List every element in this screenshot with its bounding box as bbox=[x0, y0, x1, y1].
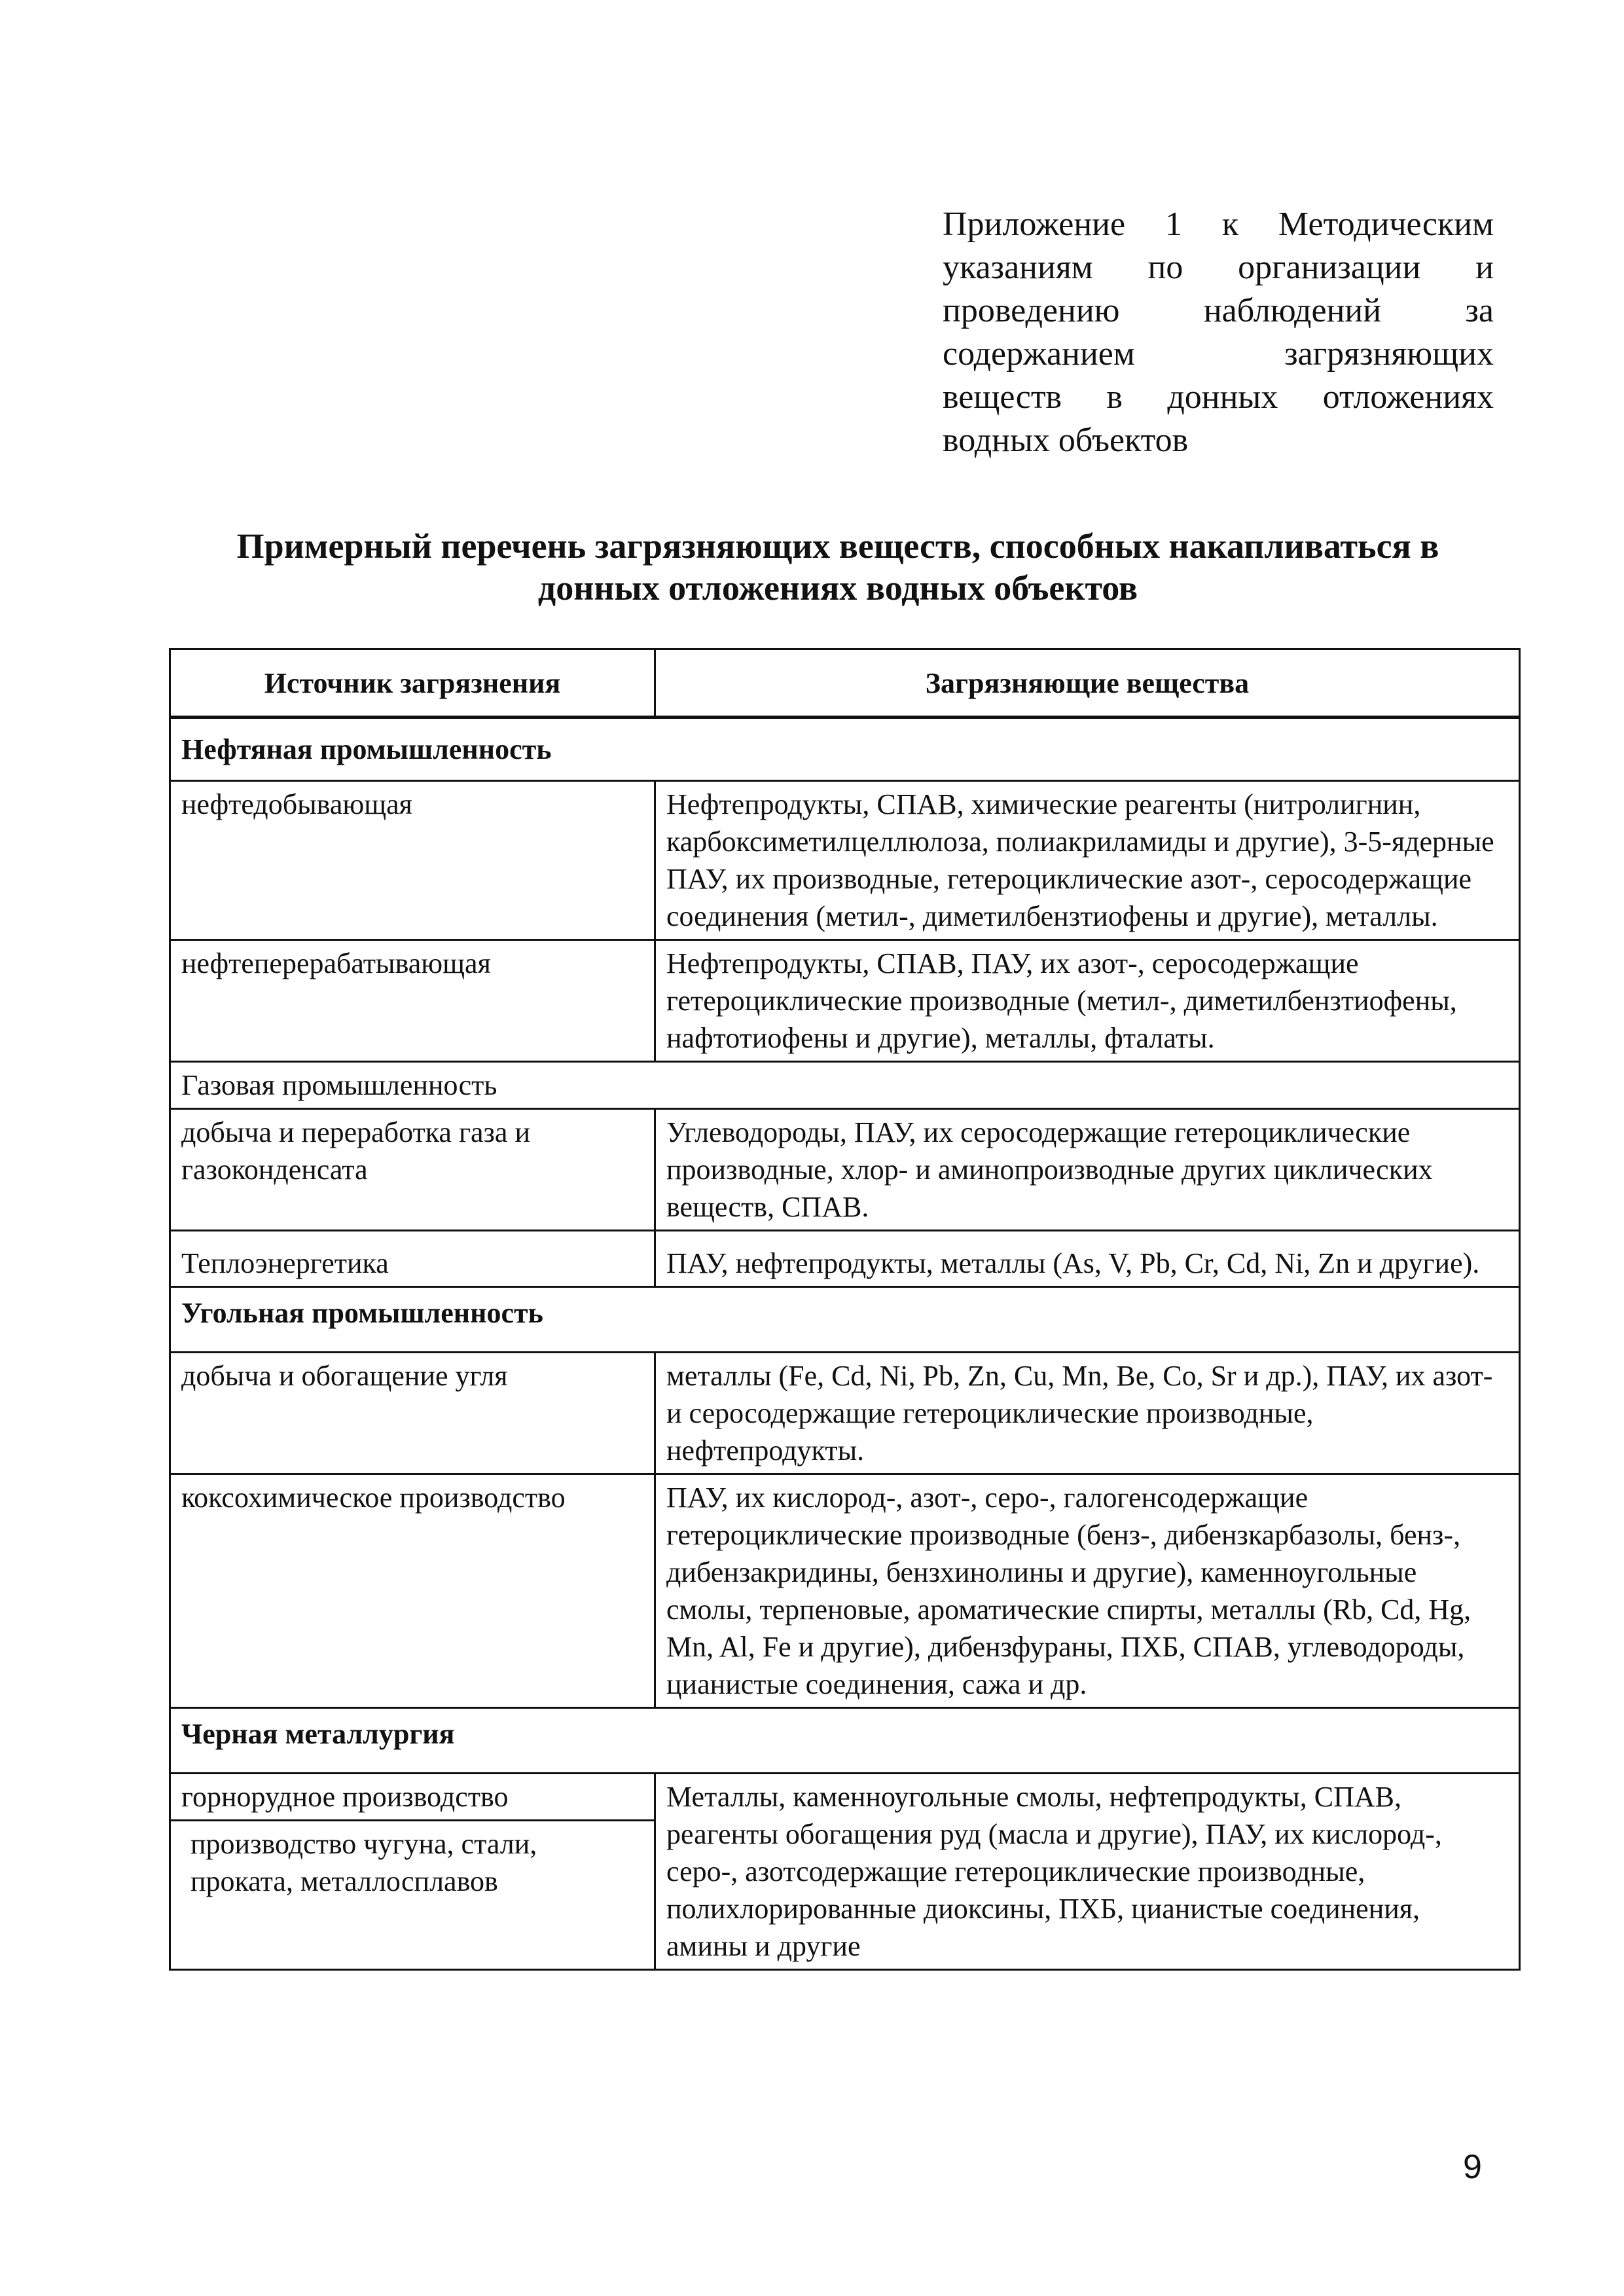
section-row-coal bbox=[170, 1287, 1520, 1353]
section-gas: Газовая промышленность bbox=[170, 1062, 1520, 1109]
source-cell: нефтеперерабатывающая bbox=[170, 940, 655, 1062]
annex-line: Приложение 1 к Методическим bbox=[943, 206, 1494, 243]
header-substances: Загрязняющие вещества bbox=[655, 649, 1520, 718]
substances-cell: Углеводороды, ПАУ, их серосодержащие гетероциклические производные, хлор- и аминопроизводные других циклических веществ, СПАВ. bbox=[655, 1109, 1520, 1231]
source-cell: горнорудное производство bbox=[170, 1774, 655, 1821]
source-cell: Теплоэнергетика bbox=[170, 1231, 655, 1287]
table-row bbox=[170, 1353, 1520, 1474]
section-oil: Нефтяная промышленность bbox=[170, 718, 1520, 781]
source-cell: добыча и обогащение угля bbox=[170, 1353, 655, 1474]
title-line-1: Примерный перечень загрязняющих веществ, способных накапливаться в bbox=[236, 526, 1439, 566]
section-row-gas bbox=[170, 1062, 1520, 1109]
substances-cell: Металлы, каменноугольные смолы, нефтепродукты, СПАВ, реагенты обогащения руд (масла и другие), ПАУ, их кислород-, серо-, азотсодержащие гетероциклические производные, полихлорированные диоксины, ПХБ, цианистые соединения, амины и другие bbox=[655, 1774, 1520, 1970]
section-coal: Угольная промышленность bbox=[170, 1287, 1520, 1353]
substances-cell: ПАУ, нефтепродукты, металлы (As, V, Pb, Cr, Cd, Ni, Zn и другие). bbox=[655, 1231, 1520, 1287]
substances-cell: металлы (Fe, Cd, Ni, Pb, Zn, Cu, Mn, Be, Co, Sr и др.), ПАУ, их азот- и серосодержащие гетероциклические производные, нефтепродукты. bbox=[655, 1353, 1520, 1474]
table-row bbox=[170, 781, 1520, 940]
source-cell: коксохимическое производство bbox=[170, 1474, 655, 1708]
source-cell: добыча и переработка газа и газоконденсата bbox=[170, 1109, 655, 1231]
table-row bbox=[170, 1109, 1520, 1231]
source-cell: производство чугуна, стали, проката, металлосплавов bbox=[170, 1821, 655, 1970]
table-row bbox=[170, 1774, 1520, 1821]
table-header-row bbox=[170, 649, 1520, 718]
annex-line: проведению наблюдений за bbox=[943, 292, 1494, 329]
section-row-oil bbox=[170, 718, 1520, 781]
section-row-metal bbox=[170, 1708, 1520, 1774]
pollutants-table bbox=[169, 648, 1521, 1971]
substances-cell: Нефтепродукты, СПАВ, ПАУ, их азот-, серосодержащие гетероциклические производные (метил-, диметилбензтиофены, нафтотиофены и другие), металлы, фталаты. bbox=[655, 940, 1520, 1062]
substances-cell: ПАУ, их кислород-, азот-, серо-, галогенсодержащие гетероциклические производные (бенз-, дибензкарбазолы, бенз-, дибензакридины, бензхинолины и другие), каменноугольные смолы, терпеновые, ароматические спирты, металлы (Rb, Cd, Hg, Mn, Al, Fe и другие), дибензфураны, ПХБ, СПАВ, углеводороды, цианистые соединения, сажа и др. bbox=[655, 1474, 1520, 1708]
page-number: 9 bbox=[1463, 2148, 1482, 2186]
annex-note bbox=[943, 203, 1494, 462]
source-cell: нефтедобывающая bbox=[170, 781, 655, 940]
annex-line: водных объектов bbox=[943, 422, 1189, 459]
title-line-2: донных отложениях водных объектов bbox=[537, 568, 1138, 608]
table-row bbox=[170, 1231, 1520, 1287]
header-source: Источник загрязнения bbox=[170, 649, 655, 718]
section-metal: Черная металлургия bbox=[170, 1708, 1520, 1774]
substances-cell: Нефтепродукты, СПАВ, химические реагенты (нитролигнин, карбоксиметилцеллюлоза, полиакриламиды и другие), 3-5-ядерные ПАУ, их производные, гетероциклические азот-, серосодержащие соединения (метил-, диметилбензтиофены и другие), металлы. bbox=[655, 781, 1520, 940]
document-title bbox=[131, 525, 1545, 609]
annex-line: содержанием загрязняющих bbox=[943, 335, 1494, 373]
table-row bbox=[170, 940, 1520, 1062]
annex-line: указаниям по организации и bbox=[943, 249, 1494, 286]
table-row bbox=[170, 1474, 1520, 1708]
annex-line: веществ в донных отложениях bbox=[943, 378, 1494, 416]
